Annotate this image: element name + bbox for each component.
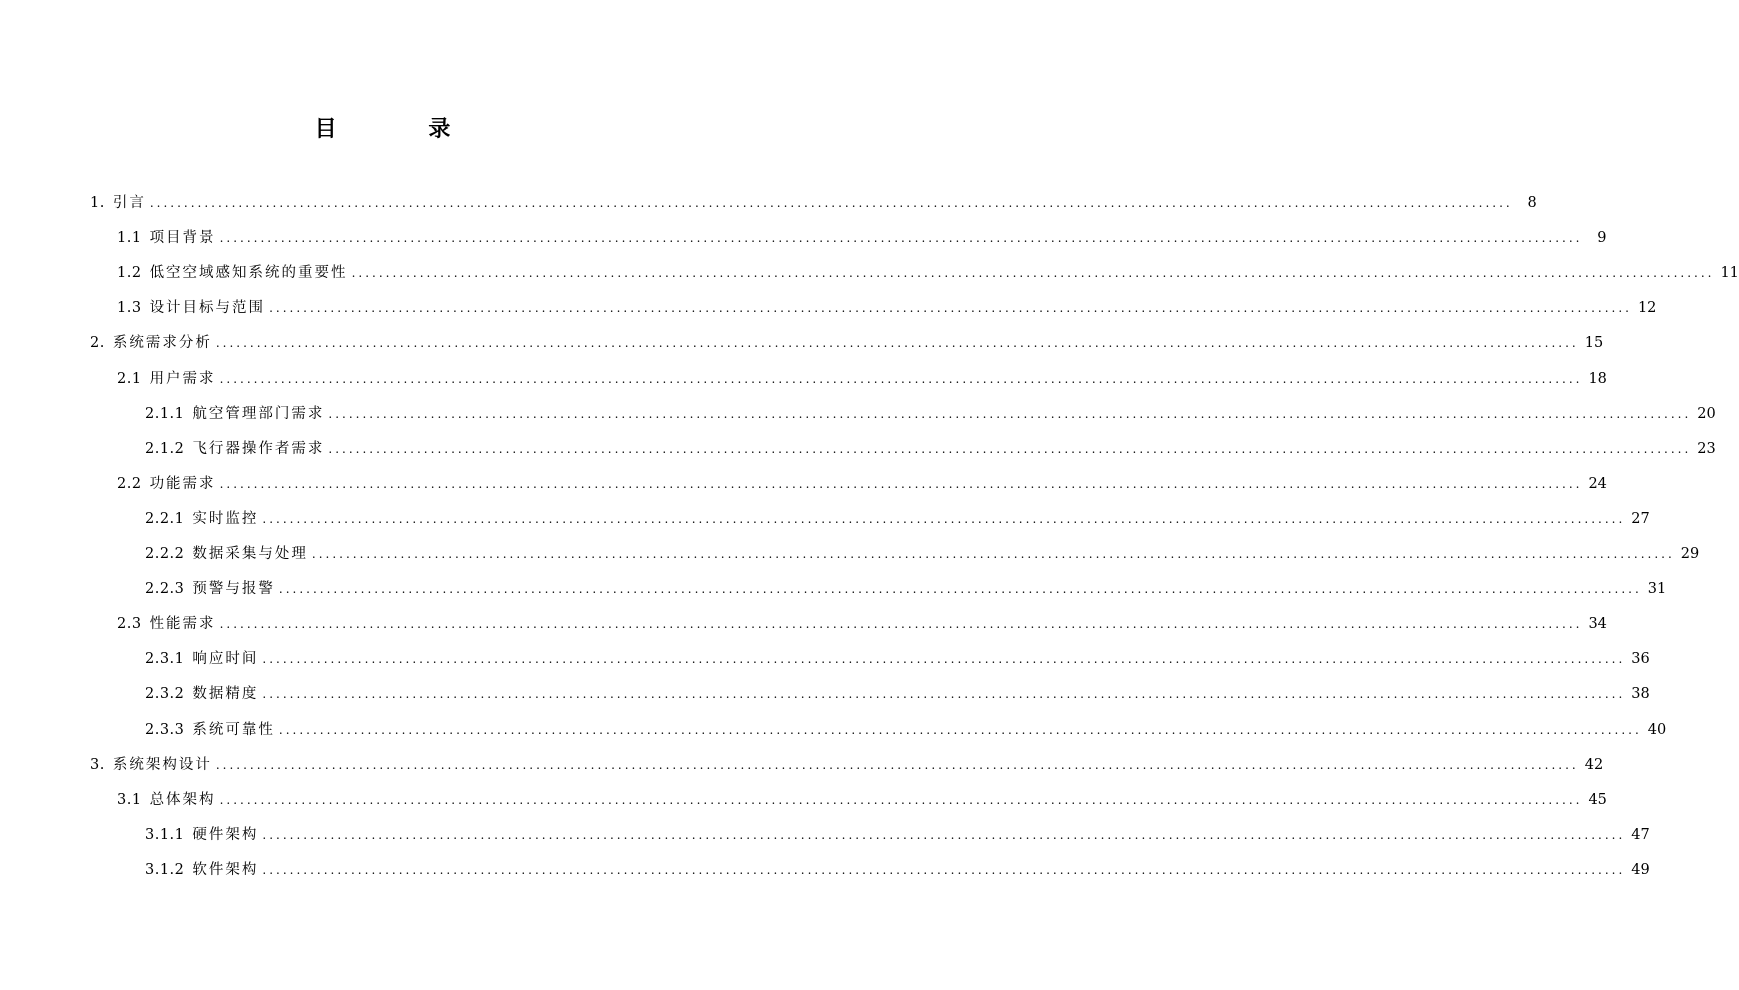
toc-entry-number: 2. <box>90 335 105 352</box>
toc-entry-number: 3.1.2 <box>145 861 185 878</box>
toc-entry-number: 2.3.3 <box>145 721 185 738</box>
toc-entry-label: 项目背景 <box>149 230 216 247</box>
toc-entry-label: 预警与报警 <box>192 581 275 598</box>
toc-dot-leader: ........................................................................................................................................................................................................ <box>278 582 1642 597</box>
toc-dot-leader: ........................................................................................................................................................................................................ <box>149 196 1513 210</box>
toc-entry-number: 2.2.3 <box>145 581 185 598</box>
toc-entry-page-number: 29 <box>1680 546 1700 562</box>
toc-entry[interactable] <box>145 537 1700 572</box>
toc-entry-page-number: 23 <box>1697 440 1716 457</box>
toc-entry[interactable] <box>145 713 1667 748</box>
toc-entry-number: 2.3 <box>117 616 142 633</box>
toc-entry[interactable] <box>145 853 1650 888</box>
toc-entry-label: 用户需求 <box>149 370 216 387</box>
toc-entry[interactable] <box>145 502 1650 537</box>
toc-entry[interactable] <box>145 432 1716 467</box>
toc-entry-label: 硬件架构 <box>192 826 259 843</box>
toc-entry-label: 飞行器操作者需求 <box>192 440 325 457</box>
toc-entry-number: 2.1.2 <box>145 440 185 457</box>
toc-entry-label: 系统需求分析 <box>112 335 212 352</box>
toc-dot-leader: ........................................................................................................................................................................................................ <box>219 476 1583 491</box>
toc-entry-number: 1.2 <box>117 265 142 282</box>
toc-dot-leader: ........................................................................................................................................................................................................ <box>219 792 1583 807</box>
toc-entry-label: 性能需求 <box>149 616 216 633</box>
toc-entry-page-number: 9 <box>1597 230 1607 247</box>
toc-entry-number: 2.3.1 <box>145 651 185 668</box>
toc-entry-label: 数据精度 <box>192 686 259 703</box>
toc-entry[interactable] <box>117 221 1607 256</box>
toc-entry-page-number: 34 <box>1588 616 1607 633</box>
toc-entry-page-number: 24 <box>1588 475 1607 492</box>
toc-entry-label: 设计目标与范围 <box>149 300 266 317</box>
toc-entry[interactable] <box>145 397 1716 432</box>
toc-entry[interactable] <box>90 186 1537 221</box>
toc-entry-label: 系统可靠性 <box>192 721 275 738</box>
toc-entry[interactable] <box>145 818 1650 853</box>
toc-entry-number: 2.1 <box>117 370 142 387</box>
toc-entry-page-number: 49 <box>1631 861 1650 878</box>
toc-entry-page-number: 45 <box>1588 791 1607 808</box>
toc-entry-label: 响应时间 <box>192 651 259 668</box>
toc-entry[interactable] <box>145 642 1650 677</box>
toc-entry-page-number: 40 <box>1647 721 1667 738</box>
toc-entry-page-number: 20 <box>1697 405 1716 422</box>
toc-entry[interactable] <box>145 572 1667 607</box>
toc-entry-number: 2.3.2 <box>145 686 185 703</box>
toc-entry-page-number: 11 <box>1720 265 1739 282</box>
toc-entry-page-number: 47 <box>1631 826 1650 843</box>
toc-entry[interactable] <box>90 326 1604 361</box>
toc-entry-page-number: 42 <box>1584 756 1604 773</box>
toc-dot-leader: ........................................................................................................................................................................................................ <box>311 547 1675 561</box>
toc-entry-page-number: 31 <box>1647 581 1667 598</box>
toc-entry-number: 3.1.1 <box>145 826 185 843</box>
toc-entry-number: 1.3 <box>117 300 142 317</box>
toc-entry-page-number: 18 <box>1588 370 1607 387</box>
toc-entry-number: 3. <box>90 756 105 773</box>
toc-entry-page-number: 15 <box>1584 335 1604 352</box>
toc-dot-leader: ........................................................................................................................................................................................................ <box>269 301 1632 316</box>
toc-entry-number: 3.1 <box>117 791 142 808</box>
toc-entry-page-number: 38 <box>1631 686 1650 703</box>
toc-entry-label: 软件架构 <box>192 861 259 878</box>
toc-entry-label: 总体架构 <box>149 791 216 808</box>
toc-entry[interactable] <box>117 467 1607 502</box>
toc-dot-leader: ........................................................................................................................................................................................................ <box>262 652 1626 667</box>
toc-entry-page-number: 27 <box>1631 510 1650 527</box>
toc-dot-leader: ........................................................................................................................................................................................................ <box>219 231 1583 246</box>
toc-entry[interactable] <box>145 677 1650 712</box>
toc-entry-label: 数据采集与处理 <box>192 546 308 562</box>
toc-dot-leader: ........................................................................................................................................................................................................ <box>262 687 1626 702</box>
toc-entry-number: 2.2 <box>117 475 142 492</box>
toc-entry-number: 1.1 <box>117 230 142 247</box>
toc-dot-leader: ........................................................................................................................................................................................................ <box>262 511 1626 526</box>
toc-dot-leader: ........................................................................................................................................................................................................ <box>262 827 1626 842</box>
toc-dot-leader: ........................................................................................................................................................................................................ <box>262 862 1626 877</box>
page-title: 目 录 <box>314 117 493 142</box>
toc-entry[interactable] <box>117 291 1657 326</box>
toc-entry[interactable] <box>117 362 1607 397</box>
toc-dot-leader: ........................................................................................................................................................................................................ <box>328 406 1692 421</box>
toc-entry[interactable] <box>117 607 1607 642</box>
toc-dot-leader: ........................................................................................................................................................................................................ <box>215 336 1579 351</box>
toc-dot-leader: ........................................................................................................................................................................................................ <box>219 617 1583 632</box>
toc-entry-label: 低空空域感知系统的重要性 <box>149 265 348 282</box>
toc-entry-page-number: 8 <box>1527 195 1537 211</box>
toc-dot-leader: ........................................................................................................................................................................................................ <box>278 722 1642 737</box>
toc-entry-number: 2.1.1 <box>145 405 185 422</box>
toc-entry-label: 系统架构设计 <box>112 756 212 773</box>
toc-dot-leader: ........................................................................................................................................................................................................ <box>328 441 1692 456</box>
toc-entry-label: 航空管理部门需求 <box>192 405 325 422</box>
toc-dot-leader: ........................................................................................................................................................................................................ <box>215 757 1579 772</box>
toc-entry[interactable] <box>90 748 1604 783</box>
toc-dot-leader: ........................................................................................................................................................................................................ <box>351 266 1715 281</box>
toc-entry-number: 1. <box>90 195 105 211</box>
toc-entry-number: 2.2.1 <box>145 510 185 527</box>
toc-entry[interactable] <box>117 783 1607 818</box>
toc-dot-leader: ........................................................................................................................................................................................................ <box>219 371 1583 386</box>
toc-entry-label: 功能需求 <box>149 475 216 492</box>
toc-entry-page-number: 36 <box>1631 651 1650 668</box>
toc-entry-number: 2.2.2 <box>145 546 185 562</box>
toc-entry-label: 实时监控 <box>192 510 259 527</box>
toc-entry[interactable] <box>117 256 1739 291</box>
toc-entry-label: 引言 <box>112 195 146 211</box>
toc-entry-page-number: 12 <box>1637 300 1657 317</box>
